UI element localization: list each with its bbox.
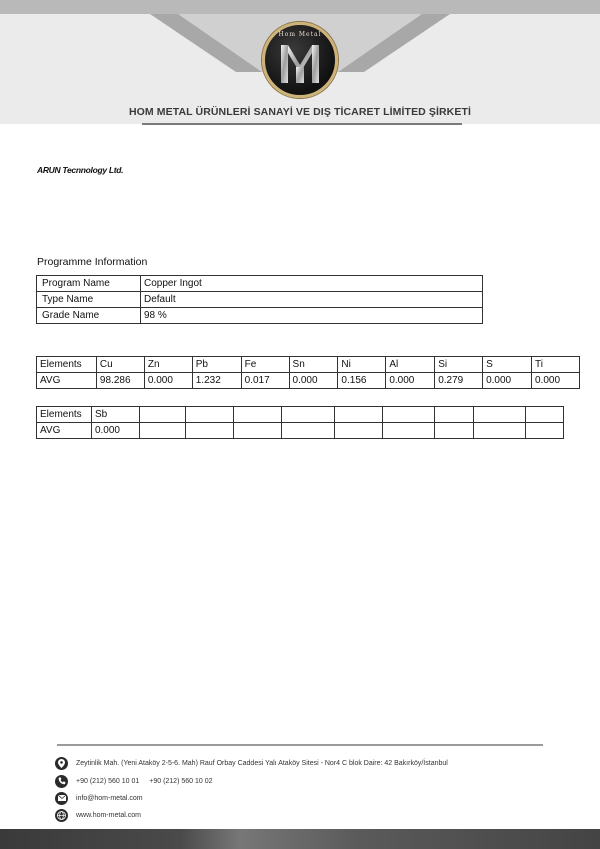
element-value [526, 423, 564, 439]
element-value [435, 423, 474, 439]
element-symbol: Zn [144, 357, 192, 373]
element-symbol: S [483, 357, 532, 373]
location-pin-icon [55, 757, 68, 770]
element-symbol [139, 407, 185, 423]
company-name: HOM METAL ÜRÜNLERİ SANAYİ VE DIŞ TİCARET LİMİTED ŞİRKETİ [128, 106, 471, 118]
element-value: 0.017 [241, 373, 289, 389]
table-row [37, 407, 564, 423]
element-symbol [281, 407, 335, 423]
table-row [37, 357, 580, 373]
element-value: 0.000 [289, 373, 338, 389]
phone-1[interactable]: +90 (212) 560 10 01 [76, 777, 140, 785]
elements-table-1 [36, 356, 580, 389]
table-cell-label: Elements [37, 357, 97, 373]
footer-web [55, 808, 141, 822]
element-symbol: Ti [531, 357, 579, 373]
header-divider [142, 123, 462, 125]
table-cell-label: Type Name [37, 292, 141, 308]
client-name: ARUN Tecnnology Ltd. [37, 165, 124, 175]
hm-monogram-icon [277, 41, 323, 87]
footer-email [55, 791, 143, 805]
table-cell-value: 98 % [141, 308, 483, 324]
element-value: 1.232 [192, 373, 241, 389]
element-value [383, 423, 435, 439]
element-symbol [233, 407, 281, 423]
programme-heading: Programme Information [37, 256, 148, 268]
element-symbol: Fe [241, 357, 289, 373]
email-link[interactable]: info@hom-metal.com [76, 794, 143, 802]
element-symbol: Ni [338, 357, 386, 373]
table-row [37, 373, 580, 389]
element-value [335, 423, 383, 439]
element-symbol [185, 407, 233, 423]
element-symbol: Pb [192, 357, 241, 373]
element-symbol [435, 407, 474, 423]
element-symbol [335, 407, 383, 423]
element-value: 0.000 [531, 373, 579, 389]
footer-divider [57, 744, 543, 746]
website-link[interactable]: www.hom-metal.com [76, 811, 141, 819]
element-symbol: Si [435, 357, 483, 373]
table-cell-label: AVG [37, 423, 92, 439]
element-value: 0.000 [91, 423, 139, 439]
table-cell-value: Default [141, 292, 483, 308]
footer-band [0, 829, 600, 849]
element-value: 0.156 [338, 373, 386, 389]
element-value: 0.000 [386, 373, 435, 389]
footer-phones [55, 774, 213, 788]
table-row [37, 276, 483, 292]
element-value [281, 423, 335, 439]
element-symbol: Sb [91, 407, 139, 423]
table-row [37, 308, 483, 324]
table-cell-label: Elements [37, 407, 92, 423]
element-value [233, 423, 281, 439]
element-symbol: Al [386, 357, 435, 373]
table-cell-label: AVG [37, 373, 97, 389]
table-cell-label: Program Name [37, 276, 141, 292]
element-symbol: Sn [289, 357, 338, 373]
element-value: 0.000 [144, 373, 192, 389]
elements-table-2 [36, 406, 564, 439]
table-row [37, 423, 564, 439]
logo-ring-text: Hom Metal [278, 31, 322, 38]
element-value: 0.279 [435, 373, 483, 389]
element-symbol [526, 407, 564, 423]
table-row [37, 292, 483, 308]
table-cell-label: Grade Name [37, 308, 141, 324]
phone-icon [55, 775, 68, 788]
element-value [139, 423, 185, 439]
email-icon [55, 792, 68, 805]
footer-address [55, 756, 448, 770]
table-cell-value: Copper Ingot [141, 276, 483, 292]
phone-2[interactable]: +90 (212) 560 10 02 [149, 777, 213, 785]
globe-icon [55, 809, 68, 822]
element-value: 0.000 [483, 373, 532, 389]
element-value [474, 423, 526, 439]
company-logo [262, 22, 338, 98]
element-symbol [474, 407, 526, 423]
element-symbol [383, 407, 435, 423]
element-value [185, 423, 233, 439]
address-text: Zeytinlik Mah. (Yeni Ataköy 2-5-6. Mah) Rauf Orbay Caddesi Yalı Ataköy Sitesi - Nor4 C blok Daire: 42 Bakırköy/İstanbul [76, 759, 448, 767]
programme-table [36, 275, 483, 324]
element-value: 98.286 [96, 373, 144, 389]
element-symbol: Cu [96, 357, 144, 373]
